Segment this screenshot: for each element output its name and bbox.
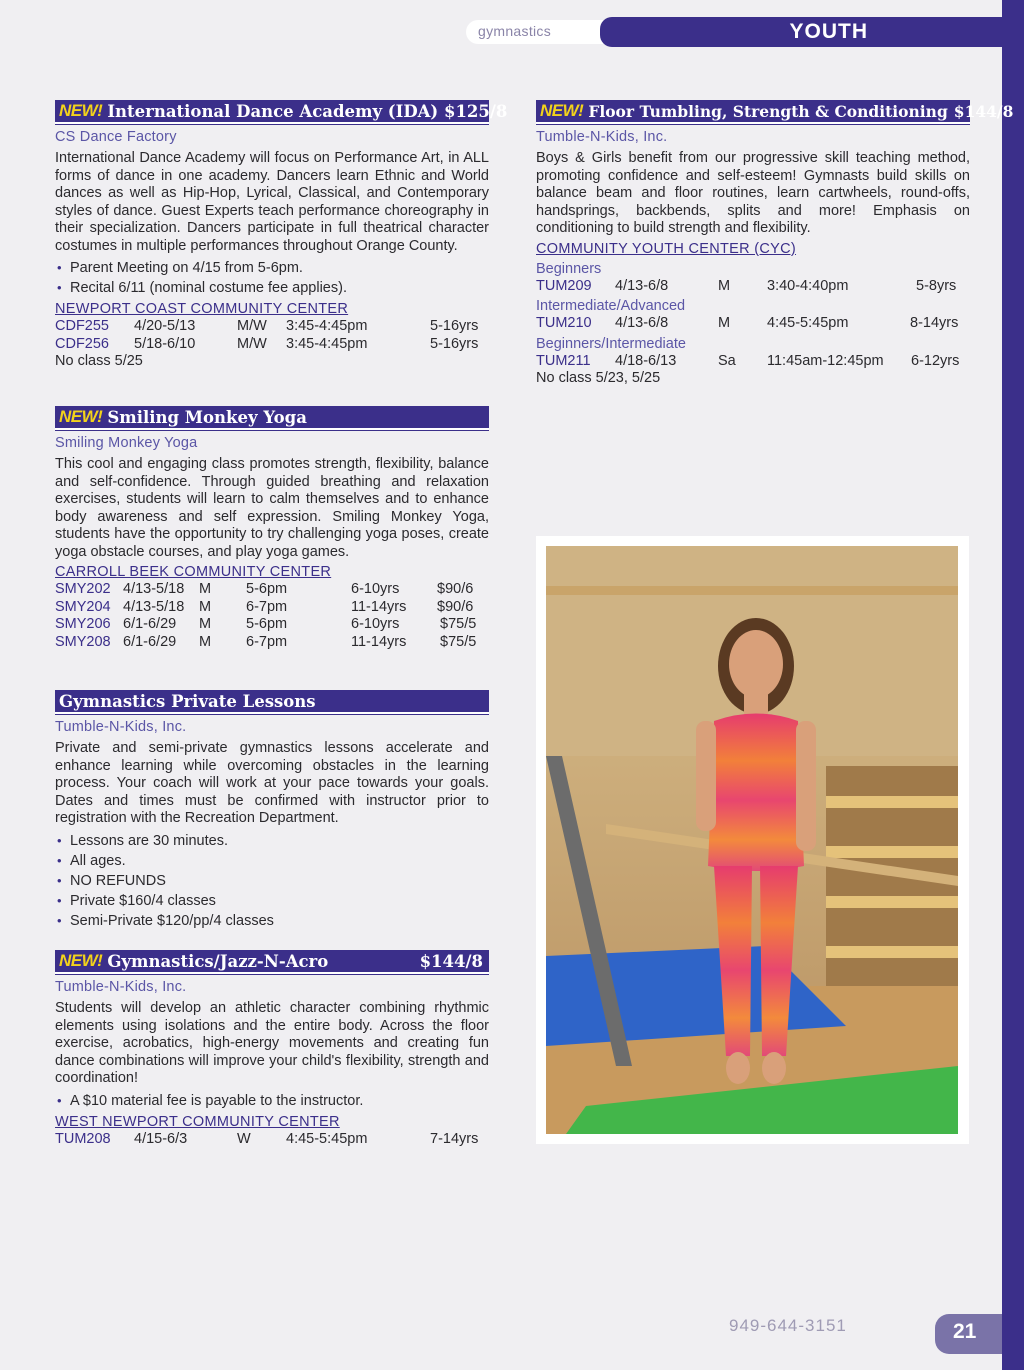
ida-location-link[interactable]: NEWPORT COAST COMMUNITY CENTER <box>55 301 349 317</box>
ida-section <box>55 100 508 371</box>
bullet-item: • Parent Meeting on 4/15 from 5-6pm. <box>55 258 489 278</box>
jazz-acro-section <box>55 950 489 1148</box>
bullet-item: • NO REFUNDS <box>55 871 489 891</box>
ida-note: No class 5/25 <box>55 353 143 369</box>
bullet-item: • Recital 6/11 (nominal costume fee applies). <box>55 278 489 298</box>
class-code-link[interactable]: TUM211 <box>536 352 591 369</box>
new-badge: NEW! <box>59 407 103 426</box>
class-time: 4:45-5:45pm <box>767 315 849 331</box>
yoga-section <box>55 406 489 651</box>
level-label: Intermediate/Advanced <box>536 298 686 314</box>
ida-provider: CS Dance Factory <box>55 129 177 145</box>
class-price: $90/6 <box>437 581 474 597</box>
jazz-bullets <box>55 1091 489 1111</box>
class-days: M <box>718 315 731 331</box>
floor-title: Floor Tumbling, Strength & Conditioning <box>588 101 948 121</box>
class-days: M <box>199 633 212 650</box>
class-row <box>55 581 489 599</box>
class-days: M <box>718 277 731 294</box>
floor-price: $144/8 <box>953 101 1014 121</box>
class-row <box>55 634 489 652</box>
header-section-title: YOUTH <box>600 17 1002 47</box>
yoga-provider: Smiling Monkey Yoga <box>55 435 198 451</box>
yoga-title: Smiling Monkey Yoga <box>107 407 307 427</box>
class-days: Sa <box>718 352 736 369</box>
bullet-item: • All ages. <box>55 851 489 871</box>
class-ages: 11-14yrs <box>351 598 407 615</box>
floor-description: Boys & Girls benefit from our progressive skill teaching method, promoting confidence and self-esteem! Gymnasts build skills on balance beam and floor routines, learn cartwheels, round-offs, handsprings, backbends, splits and more! Emphasis on conditioning to build strength and flexibility. <box>536 150 970 236</box>
class-dates: 5/18-6/10 <box>134 335 196 352</box>
new-badge: NEW! <box>59 101 103 120</box>
class-dates: 4/15-6/3 <box>134 1130 188 1147</box>
class-code-link[interactable]: TUM208 <box>55 1130 111 1147</box>
class-dates: 6/1-6/29 <box>123 616 177 632</box>
class-ages: 6-12yrs <box>911 352 960 369</box>
class-dates: 4/13-5/18 <box>123 598 185 615</box>
class-time: 3:40-4:40pm <box>767 277 849 294</box>
floor-tumbling-section <box>536 100 1014 388</box>
ida-bullets <box>55 258 489 298</box>
class-code-link[interactable]: SMY208 <box>55 633 111 650</box>
class-days: M/W <box>237 335 267 352</box>
right-edge-stripe <box>1002 0 1024 1370</box>
bullet-item: • A $10 material fee is payable to the instructor. <box>55 1091 489 1111</box>
class-dates: 4/18-6/13 <box>615 352 677 369</box>
class-row <box>55 1131 489 1149</box>
class-time: 3:45-4:45pm <box>286 335 368 352</box>
private-title: Gymnastics Private Lessons <box>59 691 316 711</box>
bullet-item: • Private $160/4 classes <box>55 891 489 911</box>
new-badge: NEW! <box>59 951 103 970</box>
class-code-link[interactable]: SMY202 <box>55 581 111 597</box>
class-days: M <box>199 598 212 615</box>
class-code-link[interactable]: TUM210 <box>536 315 592 331</box>
header-category: gymnastics <box>466 20 606 44</box>
ida-description: International Dance Academy will focus on Performance Art, in ALL forms of dance in one academy. Dancers learn Ethnic and World dances as well as Hip-Hop, Lyrical, Classical, and Contemporary styles of dance. Guest Experts teach performance choreography in their specialization. Dancers participate in full theatrical character costumes in multiple performances throughout Orange County. <box>55 150 489 254</box>
level-label: Beginners <box>536 260 602 277</box>
jazz-location-link[interactable]: WEST NEWPORT COMMUNITY CENTER <box>55 1113 340 1130</box>
class-dates: 6/1-6/29 <box>123 633 177 650</box>
class-days: M/W <box>237 318 267 334</box>
class-row <box>55 616 489 634</box>
class-ages: 6-10yrs <box>351 581 400 597</box>
class-code-link[interactable]: SMY204 <box>55 598 111 615</box>
class-time: 5-6pm <box>246 616 288 632</box>
jazz-title-bar <box>55 950 489 974</box>
class-row <box>55 599 489 617</box>
class-ages: 6-10yrs <box>351 616 400 632</box>
jazz-provider: Tumble-N-Kids, Inc. <box>55 979 187 995</box>
jazz-price: $144/8 <box>419 951 483 971</box>
jazz-title: Gymnastics/Jazz-N-Acro <box>107 951 329 971</box>
class-ages: 11-14yrs <box>351 633 407 650</box>
class-price: $75/5 <box>440 616 477 632</box>
class-dates: 4/13-6/8 <box>615 277 669 294</box>
class-price: $75/5 <box>440 633 477 650</box>
level-label: Beginners/Intermediate <box>536 335 686 352</box>
class-dates: 4/13-5/18 <box>123 581 185 597</box>
private-provider: Tumble-N-Kids, Inc. <box>55 719 187 735</box>
class-ages: 8-14yrs <box>910 315 959 331</box>
yoga-title-bar <box>55 406 489 430</box>
class-time: 4:45-5:45pm <box>286 1130 368 1147</box>
class-row <box>55 336 489 354</box>
class-code-link[interactable]: TUM209 <box>536 277 592 294</box>
private-lessons-section <box>55 690 489 931</box>
bullet-item: • Semi-Private $120/pp/4 classes <box>55 911 489 931</box>
class-price: $90/6 <box>437 598 474 615</box>
floor-note: No class 5/23, 5/25 <box>536 370 661 386</box>
ida-title: International Dance Academy (IDA) $125/8 <box>107 101 508 121</box>
jazz-description: Students will develop an athletic character combining rhythmic elements using isolations and the entire body. Across the floor exercise, acrobatics, high-energy movements and creating fun dance combinations will improve your child's flexibility, strength and coordination! <box>55 1000 489 1086</box>
class-code-link[interactable]: SMY206 <box>55 616 111 632</box>
floor-provider: Tumble-N-Kids, Inc. <box>536 129 668 145</box>
class-days: W <box>237 1130 251 1147</box>
class-row <box>536 315 970 333</box>
class-time: 6-7pm <box>246 633 288 650</box>
floor-title-bar <box>536 100 1014 124</box>
page-number: 21 <box>935 1314 1002 1354</box>
class-days: M <box>199 616 212 632</box>
class-ages: 7-14yrs <box>430 1130 479 1147</box>
class-dates: 4/20-5/13 <box>134 318 196 334</box>
private-title-bar <box>55 690 489 714</box>
class-code-link[interactable]: CDF255 <box>55 318 109 334</box>
class-time: 11:45am-12:45pm <box>767 352 884 369</box>
class-ages: 5-8yrs <box>916 277 957 294</box>
class-ages: 5-16yrs <box>430 335 479 352</box>
private-bullets <box>55 831 489 931</box>
gymnast-illustration <box>546 546 958 1134</box>
bullet-item: • Lessons are 30 minutes. <box>55 831 489 851</box>
private-description: Private and semi-private gymnastics lessons accelerate and enhance learning while overcoming obstacles in the learning process. Your coach will work at your pace towards your goals. Dates and times must be confirmed with instructor prior to registration with the Recreation Department. <box>55 740 489 826</box>
yoga-description: This cool and engaging class promotes strength, flexibility, balance and self-confidence. Through guided breathing and relaxation exercises, students will learn to calm themselves and to enhance body awareness and self expression. Smiling Monkey Yoga, students have the opportunity to try challenging yoga poses, create yoga obstacle courses, and play yoga games. <box>55 456 489 560</box>
class-row <box>55 318 489 336</box>
class-ages: 5-16yrs <box>430 318 479 334</box>
class-code-link[interactable]: CDF256 <box>55 335 109 352</box>
class-time: 5-6pm <box>246 581 288 597</box>
new-badge: NEW! <box>540 101 584 120</box>
class-dates: 4/13-6/8 <box>615 315 669 331</box>
class-time: 3:45-4:45pm <box>286 318 368 334</box>
yoga-location-link[interactable]: CARROLL BEEK COMMUNITY CENTER <box>55 564 332 580</box>
gymnast-photo <box>546 546 958 1134</box>
floor-location-link[interactable]: COMMUNITY YOUTH CENTER (CYC) <box>536 240 797 257</box>
class-row <box>536 278 970 296</box>
class-time: 6-7pm <box>246 598 288 615</box>
ida-title-bar <box>55 100 508 124</box>
photo-frame <box>536 536 969 1144</box>
class-days: M <box>199 581 212 597</box>
class-row <box>536 353 970 371</box>
footer-phone: 949-644-3151 <box>729 1316 847 1335</box>
